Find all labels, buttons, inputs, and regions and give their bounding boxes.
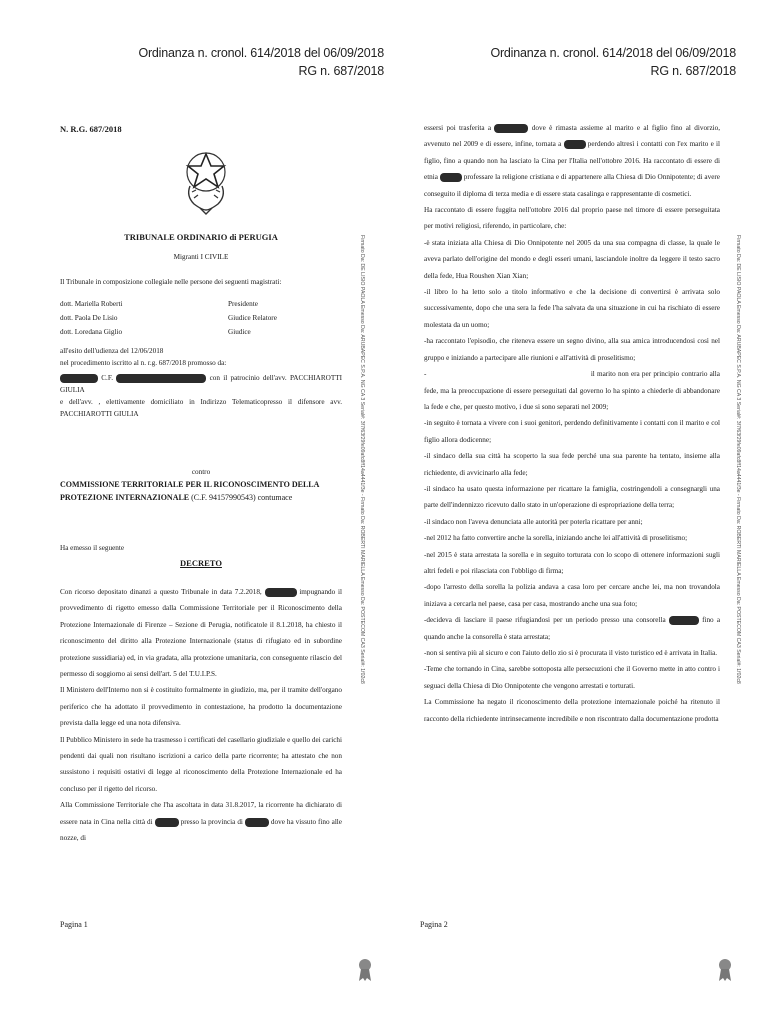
redacted-ethnicity bbox=[440, 173, 462, 182]
italian-emblem-icon bbox=[182, 148, 230, 218]
ordinanza-reference: Ordinanza n. cronol. 614/2018 del 06/09/2018 bbox=[490, 46, 736, 60]
redacted-city bbox=[669, 616, 699, 625]
ordinanza-reference: Ordinanza n. cronol. 614/2018 del 06/09/2018 bbox=[138, 46, 384, 60]
tribunale-title: TRIBUNALE ORDINARIO di PERUGIA bbox=[124, 232, 278, 242]
redacted-city bbox=[494, 124, 528, 133]
redacted-city bbox=[155, 818, 179, 827]
redacted-name bbox=[60, 374, 98, 383]
nrg-label: N. R.G. 687/2018 bbox=[60, 124, 122, 134]
redacted-name bbox=[265, 588, 297, 597]
page-number: Pagina 2 bbox=[420, 920, 448, 929]
document-page-2 bbox=[384, 0, 768, 1024]
parties-block: C.F. con il patrocinio dell'avv. PACCHIAROTTI GIULIA e dell'avv. , elettivamente domiciliato in Indirizzo Telematicopresso il difensore avv. PACCHIAROTTI GIULIA bbox=[60, 374, 343, 418]
digital-signature-strip: Firmato Da: DE LISIO PAOLA Emesso Da: ARUBAPEC S.P.A. NG CA 3 Serial#: 3f7f63f29fe09afc8ff14a4441f3e - Firmato Da: ROBERTI MARIELLA Emesso Da: POSTECOM CA3 Serial#: 1f02c8 bbox=[735, 235, 741, 684]
contro-label: contro bbox=[191, 468, 211, 476]
page-header bbox=[490, 44, 736, 80]
rg-number: RG n. 687/2018 bbox=[650, 64, 736, 78]
udienza-block: all'esito dell'udienza del 12/06/2018 nel procedimento iscritto al n. r.g. 687/2018 promosso da: bbox=[60, 347, 227, 367]
judge-row: dott. Mariella Roberti Presidente bbox=[60, 300, 258, 308]
decreto-body-continued: essersi poi trasferita a dove è rimasta assieme al marito e al figlio fino al divorzio, avvenuto nel 2009 e di essere, infine, tornata a perdendo altresì i contatti con l'ex marito e il figlio, fino a quando non ha lasciato la Cina per l'Italia nell'ottobre 2016. Ha raccontato di essere di etnia professare la religione cristiana e di appartenere alla Chiesa di Dio Onnipotente; di avere conseguito il diploma di terza media e di essere stata casalinga e rappresentante di cosmetici. Ha raccontato di essere fuggita nell'ottobre 2016 dal proprio paese nel timore di essere perseguitata per motivi religiosi, riferendo, in particolare, che: -è stata iniziata alla Chiesa di Dio Onnipotente nel 2005 da una sua compagna di classe, la quale le aveva parlato dell'origine del mondo e degli esseri umani, lasciandole inoltre da leggere il testo sacro della fede, Hua Roushen Xian Xian; -il libro lo ha letto solo a titolo informativo e che la decisione di convertirsi è arrivata solo successivamente, dopo che una sera la fede l'ha salvata da una situazione in cui ha rischiato di essere molestata da un uomo; -ha raccontato l'episodio, che riteneva essere un segno divino, alla sua amica introducendosi così nel gruppo e iniziando a partecipare alle riunioni e all'attività di proselitismo; - il marito non era per principio contrario alla fede, ma la preoccupazione di essere perseguitati dal governo lo ha spinto a chiederle di abbandonare la fede e che, per questo motivo, i due si sono separati nel 2009; -in seguito è tornata a vivere con i suoi genitori, perdendo definitivamente i contatti con il marito e col figlio allora dodicenne; -il sindaco della sua città ha scoperto la sua fede perché una sua parente ha tentato, insieme alla richiedente, di avvicinarlo alla fede; -il sindaco ha usato questa informazione per ricattare la famiglia, costringendoli a consegnargli una parte dell'indennizzo ricevuto dallo stato in un'operazione di espropriazione della terra; -il sindaco non l'aveva denunciata alle autorità per poterla ricattare per anni; -nel 2012 ha fatto convertire anche la sorella, iniziando anche lei all'attività di proselitismo; -nel 2015 è stata arrestata la sorella e in seguito torturata con lo scopo di ottenere informazioni sugli altri fedeli e poi rilasciata con l'obbligo di firma; -dopo l'arresto della sorella la polizia andava a casa loro per cercare anche lei, ma non trovandola iniziava a cercarla nel paese, casa per casa, mostrando anche una sua foto; -decideva di lasciare il paese rifugiandosi per un periodo presso una consorella fino a quando anche la consorella è stata arrestata; -non si sentiva più al sicuro e con l'aiuto dello zio si è procurata il visto turistico ed è arrivata in Italia. -Teme che tornando in Cina, sarebbe sottoposta alle persecuzioni che il Governo mette in atto contro i seguaci della Chiesa di Dio Onnipotente che vengono arrestati e torturati. La Commissione ha negato il riconoscimento della protezione internazionale poiché ha ritenuto il racconto della richiedente intrinsecamente incredibile e non riscontrato dalla documentazione prodotta bbox=[424, 124, 721, 723]
rg-number: RG n. 687/2018 bbox=[298, 64, 384, 78]
seal-ribbon-icon bbox=[718, 958, 732, 982]
collegio-intro: Il Tribunale in composizione collegiale nelle persone dei seguenti magistrati: bbox=[60, 278, 282, 286]
commissione-party: COMMISSIONE TERRITORIALE PER IL RICONOSCIMENTO DELLA PROTEZIONE INTERNAZIONALE (C.F. 94157990543) contumace bbox=[60, 480, 319, 502]
redacted-province bbox=[245, 818, 269, 827]
sezione-label: Migranti I CIVILE bbox=[173, 253, 229, 261]
judge-row: dott. Paola De Lisio Giudice Relatore bbox=[60, 314, 277, 322]
redacted-city bbox=[564, 140, 586, 149]
digital-signature-strip: Firmato Da: DE LISIO PAOLA Emesso Da: ARUBAPEC S.P.A. NG CA 3 Serial#: 3f7f63f29fe09afc8ff14a4441f3e - Firmato Da: ROBERTI MARIELLA Emesso Da: POSTECOM CA3 Serial#: 1f02c8 bbox=[359, 235, 365, 684]
page-header bbox=[138, 44, 384, 80]
decreto-heading: DECRETO bbox=[180, 558, 222, 568]
judges-list bbox=[60, 297, 290, 339]
judge-row: dott. Loredana Giglio Giudice bbox=[60, 328, 251, 336]
emesso-label: Ha emesso il seguente bbox=[60, 544, 125, 552]
page-number: Pagina 1 bbox=[60, 920, 88, 929]
redacted-cf bbox=[116, 374, 206, 383]
decreto-body: Con ricorso depositato dinanzi a questo Tribunale in data 7.2.2018, impugnando il provvedimento di rigetto emesso dalla Commissione Territoriale per il Riconoscimento della Protezione Internazionale di Firenze – Sezione di Perugia, notificatole il 8.1.2018, ha chiesto il riconoscimento del diritto alla Protezione Internazionale (status di rifugiato ed in subordine protezione sussidiaria) ed, in via gradata, alla protezione umanitaria, con conseguente rilascio del permesso di soggiorno ai sensi dell'art. 5 del T.U.I.P.S. Il Ministero dell'Interno non si è costituito formalmente in giudizio, ma, per il tramite dell'organo periferico che ha adottato il provvedimento in contestazione, ha prodotto la documentazione prevista dalla legge ed una nota difensiva. Il Pubblico Ministero in sede ha trasmesso i certificati del casellario giudiziale e quello dei carichi pendenti dai quali non risultano iscrizioni a carico della parte ricorrente; ha attestato che non sussistono i requisiti ostativi di legge al riconoscimento della Protezione Internazionale ed ha concluso per il rigetto del ricorso. Alla Commissione Territoriale che l'ha ascoltata in data 31.8.2017, la ricorrente ha dichiarato di essere nata in Cina nella città di presso la provincia di dove ha vissuto fino alle nozze, di bbox=[60, 588, 343, 843]
